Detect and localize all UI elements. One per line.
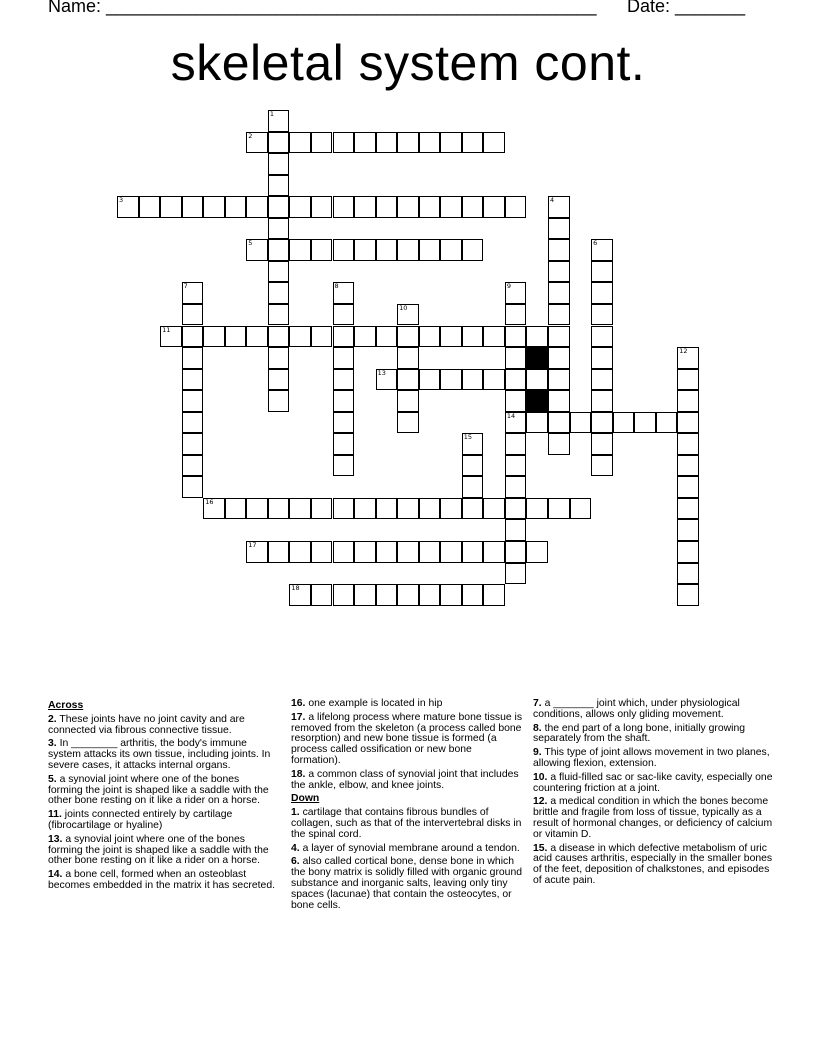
grid-cell[interactable] [376, 326, 398, 348]
grid-cell[interactable] [203, 498, 225, 520]
grid-cell[interactable] [548, 498, 570, 520]
across-clue-16: 16. one example is located in hip [291, 698, 443, 709]
grid-cell[interactable] [591, 261, 613, 283]
grid-cell[interactable] [440, 541, 462, 563]
grid-cell[interactable] [397, 412, 419, 434]
down-clue-15: 15. a disease in which defective metabolism of uric acid causes arthritis, especially in the smaller bones of the feet, deposition of chalkstones, and episodes of acute pain. [533, 842, 773, 886]
grid-cell[interactable] [246, 239, 268, 261]
grid-cell[interactable] [440, 584, 462, 606]
cell-number: 18 [291, 584, 300, 593]
grid-cell[interactable] [289, 239, 311, 261]
grid-cell[interactable] [505, 304, 527, 326]
grid-cell[interactable] [462, 476, 484, 498]
grid-cell[interactable] [505, 541, 527, 563]
blocked-cell [526, 347, 548, 369]
across-heading: Across [48, 700, 84, 711]
grid-cell[interactable] [160, 196, 182, 218]
grid-cell[interactable] [591, 347, 613, 369]
down-clue-8: 8. the end part of a long bone, initially growing separately from the shaft. [533, 722, 746, 745]
grid-cell[interactable] [462, 196, 484, 218]
clues-column-3 [533, 699, 773, 890]
grid-cell[interactable] [182, 433, 204, 455]
grid-cell[interactable] [376, 498, 398, 520]
grid-cell[interactable] [311, 132, 333, 154]
grid-cell[interactable] [548, 433, 570, 455]
grid-cell[interactable] [182, 369, 204, 391]
grid-cell[interactable] [591, 412, 613, 434]
grid-cell[interactable] [419, 541, 441, 563]
grid-cell[interactable] [182, 196, 204, 218]
grid-cell[interactable] [268, 304, 290, 326]
grid-cell[interactable] [462, 541, 484, 563]
grid-cell[interactable] [677, 390, 699, 412]
grid-cell[interactable] [656, 412, 678, 434]
grid-cell[interactable] [591, 390, 613, 412]
grid-cell[interactable] [677, 347, 699, 369]
grid-cell[interactable] [419, 239, 441, 261]
cell-number: 12 [679, 347, 688, 356]
grid-cell[interactable] [505, 412, 527, 434]
grid-cell[interactable] [462, 584, 484, 606]
grid-cell[interactable] [505, 476, 527, 498]
grid-cell[interactable] [268, 498, 290, 520]
grid-cell[interactable] [462, 369, 484, 391]
grid-cell[interactable] [505, 390, 527, 412]
down-heading: Down [291, 793, 320, 805]
across-clue-17: 17. a lifelong process where mature bone tissue is removed from the skeleton (a process called bone resorption) and new bone tissue is formed (a process called ossification or new bone formation). [291, 711, 523, 766]
grid-cell[interactable] [591, 369, 613, 391]
cell-number: 4 [550, 196, 555, 205]
grid-cell[interactable] [397, 541, 419, 563]
grid-cell[interactable] [354, 326, 376, 348]
grid-cell[interactable] [182, 412, 204, 434]
grid-cell[interactable] [440, 196, 462, 218]
grid-cell[interactable] [397, 239, 419, 261]
down-clue-9: 9. This type of joint allows movement in two planes, allowing flexion, extension. [533, 747, 770, 769]
cell-number: 5 [248, 239, 253, 248]
down-clue-7: 7. a _______ joint which, under physiological conditions, allows only gliding movement. [533, 698, 740, 720]
grid-cell[interactable] [333, 347, 355, 369]
grid-cell[interactable] [182, 347, 204, 369]
grid-cell[interactable] [182, 282, 204, 304]
grid-cell[interactable] [203, 196, 225, 218]
grid-cell[interactable] [311, 584, 333, 606]
grid-cell[interactable] [354, 498, 376, 520]
grid-cell[interactable] [376, 584, 398, 606]
grid-cell[interactable] [139, 196, 161, 218]
grid-cell[interactable] [462, 433, 484, 455]
down-clue-1: 1. cartilage that contains fibrous bundles of collagen, such as that of the intervertebral disks in the spinal cord. [291, 807, 522, 840]
clues-column-2 [291, 699, 523, 914]
grid-cell[interactable] [311, 196, 333, 218]
grid-cell[interactable] [397, 584, 419, 606]
grid-cell[interactable] [289, 498, 311, 520]
across-clue-3: 3. In ________ arthritis, the body's immune system attacks its own tissue, including joints. In severe cases, it attacks internal organs. [48, 738, 271, 771]
grid-cell[interactable] [591, 433, 613, 455]
across-clue-14: 14. a bone cell, formed when an osteoblast becomes embedded in the matrix it has secreted. [48, 869, 275, 891]
grid-cell[interactable] [268, 390, 290, 412]
grid-cell[interactable] [677, 369, 699, 391]
grid-cell[interactable] [483, 541, 505, 563]
cell-number: 14 [506, 411, 516, 420]
grid-cell[interactable] [677, 433, 699, 455]
grid-cell[interactable] [333, 369, 355, 391]
grid-cell[interactable] [505, 347, 527, 369]
across-clue-13: 13. a synovial joint where one of the bones forming the joint is shaped like a saddle with the other bone resting on it like a rider on a horse. [48, 833, 269, 867]
grid-cell[interactable] [397, 196, 419, 218]
cell-number: 10 [399, 303, 408, 312]
grid-cell[interactable] [333, 239, 355, 261]
grid-cell[interactable] [333, 584, 355, 606]
grid-cell[interactable] [677, 541, 699, 563]
grid-cell[interactable] [268, 110, 290, 132]
grid-cell[interactable] [591, 304, 613, 326]
grid-cell[interactable] [246, 326, 268, 348]
name-field[interactable]: Name: _________________________________________________ [48, 0, 597, 16]
grid-cell[interactable] [182, 390, 204, 412]
grid-cell[interactable] [268, 196, 290, 218]
grid-cell[interactable] [182, 304, 204, 326]
grid-cell[interactable] [548, 261, 570, 283]
grid-cell[interactable] [591, 455, 613, 477]
grid-cell[interactable] [354, 196, 376, 218]
down-clue-6: 6. also called cortical bone, dense bone in which the bony matrix is solidly filled with organic ground substance and inorganic salts, leaving only tiny spaces (lacunae) that contain the osteocytes, or bone cells. [291, 856, 523, 911]
grid-cell[interactable] [268, 541, 290, 563]
grid-cell[interactable] [246, 132, 268, 154]
grid-cell[interactable] [591, 282, 613, 304]
grid-cell[interactable] [376, 541, 398, 563]
grid-cell[interactable] [440, 326, 462, 348]
grid-cell[interactable] [203, 326, 225, 348]
grid-cell[interactable] [419, 326, 441, 348]
grid-cell[interactable] [397, 498, 419, 520]
grid-cell[interactable] [333, 498, 355, 520]
grid-cell[interactable] [526, 369, 548, 391]
grid-cell[interactable] [333, 541, 355, 563]
grid-cell[interactable] [268, 153, 290, 175]
cell-number: 2 [248, 131, 253, 140]
down-clue-12: 12. a medical condition in which the bones become brittle and fragile from loss of tissue, typically as a result of hormonal changes, or deficiency of calcium or vitamin D. [533, 796, 773, 840]
grid-cell[interactable] [462, 326, 484, 348]
grid-cell[interactable] [354, 132, 376, 154]
grid-cell[interactable] [440, 239, 462, 261]
grid-cell[interactable] [677, 584, 699, 606]
grid-cell[interactable] [333, 132, 355, 154]
grid-cell[interactable] [677, 519, 699, 541]
grid-cell[interactable] [354, 584, 376, 606]
cell-number: 15 [463, 433, 473, 442]
grid-cell[interactable] [397, 132, 419, 154]
grid-cell[interactable] [268, 347, 290, 369]
grid-cell[interactable] [246, 196, 268, 218]
grid-cell[interactable] [268, 239, 290, 261]
grid-cell[interactable] [268, 369, 290, 391]
grid-cell[interactable] [483, 326, 505, 348]
grid-cell[interactable] [548, 347, 570, 369]
grid-cell[interactable] [182, 455, 204, 477]
grid-cell[interactable] [440, 498, 462, 520]
grid-cell[interactable] [246, 498, 268, 520]
grid-cell[interactable] [311, 239, 333, 261]
grid-cell[interactable] [289, 196, 311, 218]
grid-cell[interactable] [333, 326, 355, 348]
grid-cell[interactable] [483, 369, 505, 391]
blocked-cell [526, 390, 548, 412]
grid-cell[interactable] [526, 326, 548, 348]
grid-cell[interactable] [548, 282, 570, 304]
grid-cell[interactable] [548, 239, 570, 261]
grid-cell[interactable] [548, 326, 570, 348]
grid-cell[interactable] [225, 196, 247, 218]
grid-cell[interactable] [419, 132, 441, 154]
grid-cell[interactable] [613, 412, 635, 434]
grid-cell[interactable] [526, 541, 548, 563]
grid-cell[interactable] [354, 239, 376, 261]
clues-column-1 [48, 698, 276, 895]
grid-cell[interactable] [160, 326, 182, 348]
grid-cell[interactable] [505, 498, 527, 520]
grid-cell[interactable] [677, 455, 699, 477]
grid-cell[interactable] [505, 196, 527, 218]
page-title: skeletal system cont. [170, 35, 646, 91]
grid-cell[interactable] [462, 239, 484, 261]
grid-cell[interactable] [397, 326, 419, 348]
cell-number: 8 [334, 282, 339, 291]
grid-cell[interactable] [548, 196, 570, 218]
grid-cell[interactable] [677, 476, 699, 498]
grid-cell[interactable] [591, 239, 613, 261]
date-field[interactable]: Date: _______ [627, 0, 746, 16]
grid-cell[interactable] [333, 196, 355, 218]
grid-cell[interactable] [376, 196, 398, 218]
grid-cell[interactable] [289, 584, 311, 606]
grid-cell[interactable] [462, 455, 484, 477]
grid-cell[interactable] [268, 175, 290, 197]
cell-number: 7 [183, 282, 188, 291]
grid-cell[interactable] [376, 132, 398, 154]
grid-cell[interactable] [268, 261, 290, 283]
grid-cell[interactable] [289, 541, 311, 563]
grid-cell[interactable] [397, 390, 419, 412]
grid-cell[interactable] [462, 132, 484, 154]
grid-cell[interactable] [225, 326, 247, 348]
grid-cell[interactable] [333, 412, 355, 434]
grid-cell[interactable] [505, 519, 527, 541]
down-clue-4: 4. a layer of synovial membrane around a tendon. [291, 842, 520, 854]
grid-cell[interactable] [526, 498, 548, 520]
grid-cell[interactable] [419, 369, 441, 391]
grid-cell[interactable] [677, 498, 699, 520]
grid-cell[interactable] [548, 218, 570, 240]
grid-cell[interactable] [634, 412, 656, 434]
grid-cell[interactable] [376, 369, 398, 391]
grid-cell[interactable] [182, 476, 204, 498]
grid-cell[interactable] [526, 412, 548, 434]
grid-cell[interactable] [333, 433, 355, 455]
grid-cell[interactable] [548, 390, 570, 412]
grid-cell[interactable] [505, 455, 527, 477]
grid-cell[interactable] [289, 326, 311, 348]
grid-cell[interactable] [505, 282, 527, 304]
cell-number: 17 [248, 541, 257, 549]
grid-cell[interactable] [483, 584, 505, 606]
cell-number: 11 [162, 325, 171, 334]
grid-cell[interactable] [225, 498, 247, 520]
cell-number: 1 [269, 110, 274, 118]
grid-cell[interactable] [505, 369, 527, 391]
grid-cell[interactable] [483, 498, 505, 520]
grid-cell[interactable] [268, 218, 290, 240]
grid-cell[interactable] [333, 282, 355, 304]
grid-cell[interactable] [311, 326, 333, 348]
grid-cell[interactable] [354, 541, 376, 563]
grid-cell[interactable] [505, 563, 527, 585]
grid-cell[interactable] [246, 541, 268, 563]
grid-cell[interactable] [419, 498, 441, 520]
grid-cell[interactable] [548, 412, 570, 434]
grid-cell[interactable] [483, 196, 505, 218]
cell-number: 16 [205, 497, 214, 506]
across-clue-2: 2. These joints have no joint cavity and are connected via fibrous connective tissue. [48, 713, 245, 736]
cell-number: 6 [593, 239, 598, 248]
grid-cell[interactable] [333, 304, 355, 326]
grid-cell[interactable] [505, 326, 527, 348]
grid-cell[interactable] [591, 326, 613, 348]
grid-cell[interactable] [548, 369, 570, 391]
grid-cell[interactable] [419, 196, 441, 218]
grid-cell[interactable] [505, 433, 527, 455]
grid-cell[interactable] [311, 541, 333, 563]
grid-cell[interactable] [677, 563, 699, 585]
grid-cell[interactable] [483, 132, 505, 154]
down-clue-10: 10. a fluid-filled sac or sac-like cavity, especially one countering friction at a joint. [533, 771, 773, 794]
grid-cell[interactable] [570, 412, 592, 434]
grid-cell[interactable] [333, 455, 355, 477]
grid-cell[interactable] [311, 498, 333, 520]
grid-cell[interactable] [289, 132, 311, 154]
grid-cell[interactable] [677, 412, 699, 434]
cell-number: 3 [119, 196, 124, 205]
grid-cell[interactable] [333, 390, 355, 412]
grid-cell[interactable] [397, 304, 419, 326]
cell-number: 13 [377, 368, 386, 377]
grid-cell[interactable] [397, 347, 419, 369]
across-clue-5: 5. a synovial joint where one of the bones forming the joint is shaped like a saddle with the other bone resting on it like a rider on a horse. [48, 773, 269, 807]
across-clue-18: 18. a common class of synovial joint that includes the ankle, elbow, and knee joints. [291, 768, 519, 791]
grid-cell[interactable] [182, 326, 204, 348]
grid-cell[interactable] [117, 196, 139, 218]
grid-cell[interactable] [462, 498, 484, 520]
grid-cell[interactable] [268, 326, 290, 348]
grid-cell[interactable] [376, 239, 398, 261]
grid-cell[interactable] [440, 132, 462, 154]
grid-cell[interactable] [268, 282, 290, 304]
grid-cell[interactable] [268, 132, 290, 154]
grid-cell[interactable] [548, 304, 570, 326]
grid-cell[interactable] [397, 369, 419, 391]
across-clue-11: 11. joints connected entirely by cartilage (fibrocartilage or hyaline) [48, 809, 233, 831]
grid-cell[interactable] [570, 498, 592, 520]
grid-cell[interactable] [419, 584, 441, 606]
cell-number: 9 [506, 282, 512, 291]
grid-cell[interactable] [440, 369, 462, 391]
